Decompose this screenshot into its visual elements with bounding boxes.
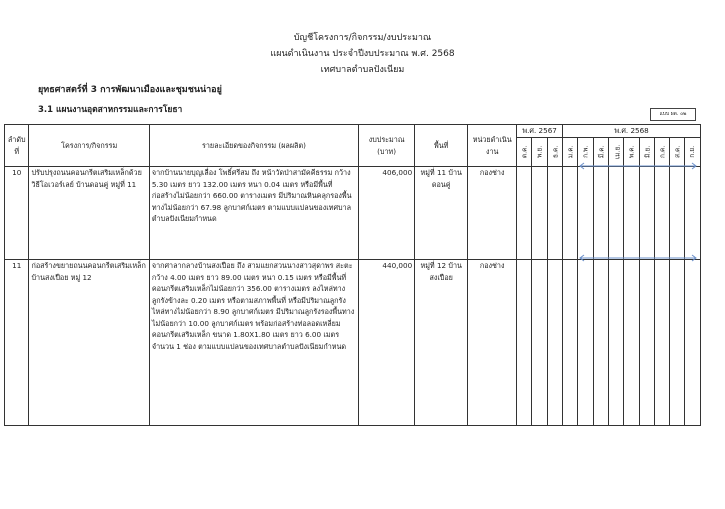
month-header: ม.ค. (563, 138, 578, 167)
month-header: ธ.ค. (547, 138, 562, 167)
row-project: ปรับปรุงถนนคอนกรีตเสริมเหล็กด้วยวิธีโอเวอร์เลย์ บ้านดอนคู่ หมู่ที่ 11 (29, 167, 149, 260)
col-project-header: โครงการ/กิจกรรม (29, 125, 149, 167)
month-header: มิ.ย. (639, 138, 654, 167)
row-no: 11 (5, 260, 29, 426)
doc-title: บัญชีโครงการ/กิจกรรม/งบประมาณ (293, 33, 432, 43)
row-area: หมู่ที่ 11 บ้านดอนคู่ (415, 167, 468, 260)
month-header: พ.ค. (624, 138, 639, 167)
timeline-arrow-row-10 (578, 162, 698, 170)
month-header: ก.พ. (578, 138, 593, 167)
row-agency: กองช่าง (468, 260, 517, 426)
doc-org: เทศบาลตำบลปังเนียม (320, 65, 405, 75)
col-agency-header: หน่วยดำเนินงาน (468, 125, 517, 167)
month-header: มี.ค. (593, 138, 608, 167)
col-no-header: ลำดับที่ (5, 125, 29, 167)
row-detail: จากบ้านนายบุญเลื่อง โพธิ์ศรีสม ถึง หน้าวัดป่าสามัคคีธรรม กว้าง 5.30 เมตร ยาว 132.00 เมตร หนา 0.04 เมตร หรือมีพื้นที่ก่อสร้างไม่น้อยกว่า 660.00 ตารางเมตร มีปริมาณหินคลุกรองพื้นทางไม่น้อยกว่า 67.98 ลูกบาศก์เมตร ตามแบบแปลนของเทศบาลตำบลปังเนียมกำหนด (149, 167, 358, 260)
col-detail-header: รายละเอียดของกิจกรรม (ผลผลิต) (149, 125, 358, 167)
month-header: ก.ย. (685, 138, 701, 167)
year-2567-header: พ.ศ. 2567 (517, 125, 563, 138)
timeline-arrow-row-11 (578, 254, 698, 262)
col-budget-header: งบประมาณ (บาท) (359, 125, 415, 167)
row-budget: 406,000 (359, 167, 415, 260)
doc-subtitle: แผนดำเนินงาน ประจำปีงบประมาณ พ.ศ. 2568 (270, 49, 455, 59)
month-header: เม.ย. (608, 138, 623, 167)
month-header: ส.ค. (670, 138, 685, 167)
row-budget: 440,000 (359, 260, 415, 426)
year-2568-header: พ.ศ. 2568 (563, 125, 701, 138)
month-header: ต.ค. (517, 138, 532, 167)
month-header: พ.ย. (532, 138, 547, 167)
row-area: หมู่ที่ 12 บ้านสงเปือย (415, 260, 468, 426)
strategy-heading: ยุทธศาสตร์ที่ 3 การพัฒนาเมืองและชุมชนน่าอยู่ (38, 85, 222, 95)
col-area-header: พื้นที่ (415, 125, 468, 167)
table-row (5, 260, 701, 426)
row-detail: จากศาลากลางบ้านสงเปือย ถึง สามแยกสวนนางสาวสุดาพร สะตะ กว้าง 4.00 เมตร ยาว 89.00 เมตร หนา 0.15 เมตร หรือมีพื้นที่คอนกรีตเสริมเหล็กไม่น้อยกว่า 356.00 ตารางเมตร ลงไหล่ทางลูกรังข้างละ 0.20 เมตร หรือตามสภาพพื้นที่ หรือมีปริมาณลูกรังไหล่ทางไม่น้อยกว่า 8.90 ลูกบาศก์เมตร มีปริมาณลูกรังรองพื้นทางไม่น้อยกว่า 10.00 ลูกบาศก์เมตร พร้อมก่อสร้างท่อลอดเหลี่ยมคอนกรีตเสริมเหล็ก ขนาด 1.80X1.80 เมตร ยาว 6.00 เมตร จำนวน 1 ช่อง ตามแบบแปลนของเทศบาลตำบลปังเนียมกำหนด (149, 260, 358, 426)
month-header: ก.ค. (654, 138, 669, 167)
row-agency: กองช่าง (468, 167, 517, 260)
plan-heading: 3.1 แผนงานอุตสาหกรรมและการโยธา (38, 105, 183, 115)
table-row (5, 167, 701, 260)
form-code-box: แบบ ผด. ๐๒ (650, 108, 696, 121)
row-no: 10 (5, 167, 29, 260)
row-project: ก่อสร้างขยายถนนคอนกรีตเสริมเหล็กบ้านสงเปือย หมู่ 12 (29, 260, 149, 426)
